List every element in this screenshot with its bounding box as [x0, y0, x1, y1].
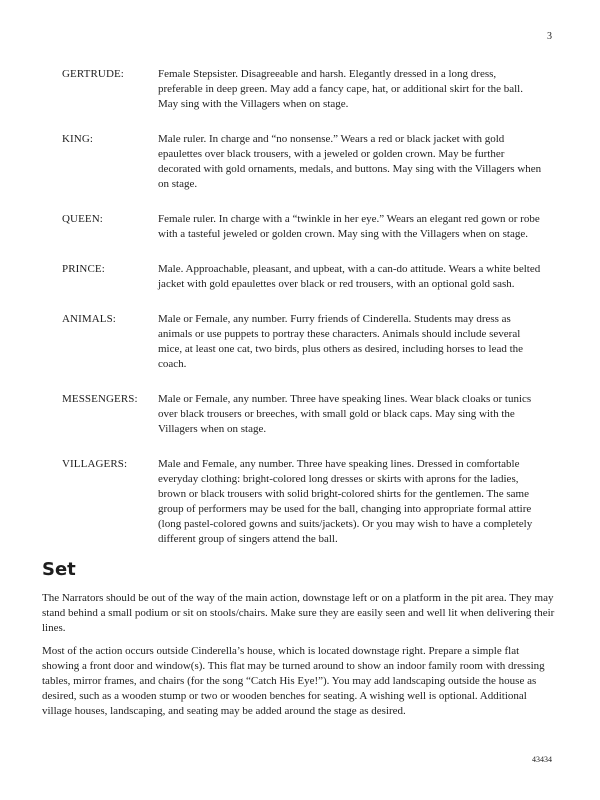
set-paragraph-narrators: The Narrators should be out of the way of the main action, downstage left or on a platform in the pit area. They may stand behind a small podium or sit on stools/chairs. Make sure they are easily seen and well lit when delivering their lines.: [42, 592, 555, 635]
character-entry-villagers: [62, 457, 542, 547]
character-description: Female Stepsister. Disagreeable and harsh. Elegantly dressed in a long dress, preferable in deep green. May add a fancy cape, hat, or additional skirt for the ball. May sing with the Villagers when on stage.: [158, 68, 523, 110]
character-name: MESSENGERS:: [62, 393, 138, 405]
character-description: Female ruler. In charge with a “twinkle in her eye.” Wears an elegant red gown or robe with a tasteful jeweled or golden crown. May sing with the Villagers when on stage.: [158, 213, 540, 240]
character-entry-king: [62, 132, 542, 192]
set-paragraph-house: Most of the action occurs outside Cinderella’s house, which is located downstage right. Prepare a simple flat showing a front door and window(s). This flat may be turned around to show an indoor family room with dressing tables, mirror frames, and chairs (for the song “Catch His Eye!”). You may add landscaping outside the house as desired, such as a wooden stump or two or wooden benches for seating. A wishing well is optional. Additional village houses, landscaping, and seating may be added around the stage as desired.: [42, 644, 545, 718]
character-description: Male and Female, any number. Three have speaking lines. Dressed in comfortable everyday clothing: bright-colored long dresses or skirts with aprons for the ladies, brown or black trousers with solid bright-colored shirts for the gentlemen. The same group of performers may be used for the ball, changing into appropriate formal attire (long pastel-colored gowns and suits/jackets). Or you may wish to have a completely different group of singers attend the ball.: [158, 458, 533, 545]
character-name: GERTRUDE:: [62, 68, 124, 80]
character-name: PRINCE:: [62, 263, 105, 275]
character-entry-prince: [62, 262, 542, 292]
character-entry-messengers: [62, 392, 542, 437]
character-name: KING:: [62, 133, 94, 145]
character-description: Male or Female, any number. Three have speaking lines. Wear black cloaks or tunics over black trousers or breeches, with small gold or black caps. May sing with the Villagers when on stage.: [158, 393, 532, 435]
character-description: Male or Female, any number. Furry friends of Cinderella. Students may dress as animals or use puppets to portray these characters. Animals should include several mice, at least one cat, two birds, plus others as desired, including horses to lead the coach.: [158, 313, 524, 370]
character-entry-queen: [62, 212, 542, 242]
character-name: QUEEN:: [62, 213, 103, 225]
character-name: VILLAGERS:: [62, 458, 128, 470]
set-section-body: [42, 591, 556, 727]
page-number: 3: [547, 31, 552, 42]
character-name: ANIMALS:: [62, 313, 116, 325]
footer-product-code: 43434: [532, 755, 552, 764]
character-list: [62, 67, 542, 567]
character-description: Male. Approachable, pleasant, and upbeat, with a can-do attitude. Wears a white belted jacket with gold epaulettes over black or red trousers, with an optional gold sash.: [158, 263, 541, 290]
character-entry-animals: [62, 312, 542, 372]
character-entry-gertrude: [62, 67, 542, 112]
set-section-heading: Set: [42, 559, 76, 580]
character-description: Male ruler. In charge and “no nonsense.” Wears a red or black jacket with gold epaulettes over black trousers, with a jeweled or golden crown. May be further decorated with gold ornaments, medals, and buttons. May sing with the Villagers when on stage.: [158, 133, 542, 190]
